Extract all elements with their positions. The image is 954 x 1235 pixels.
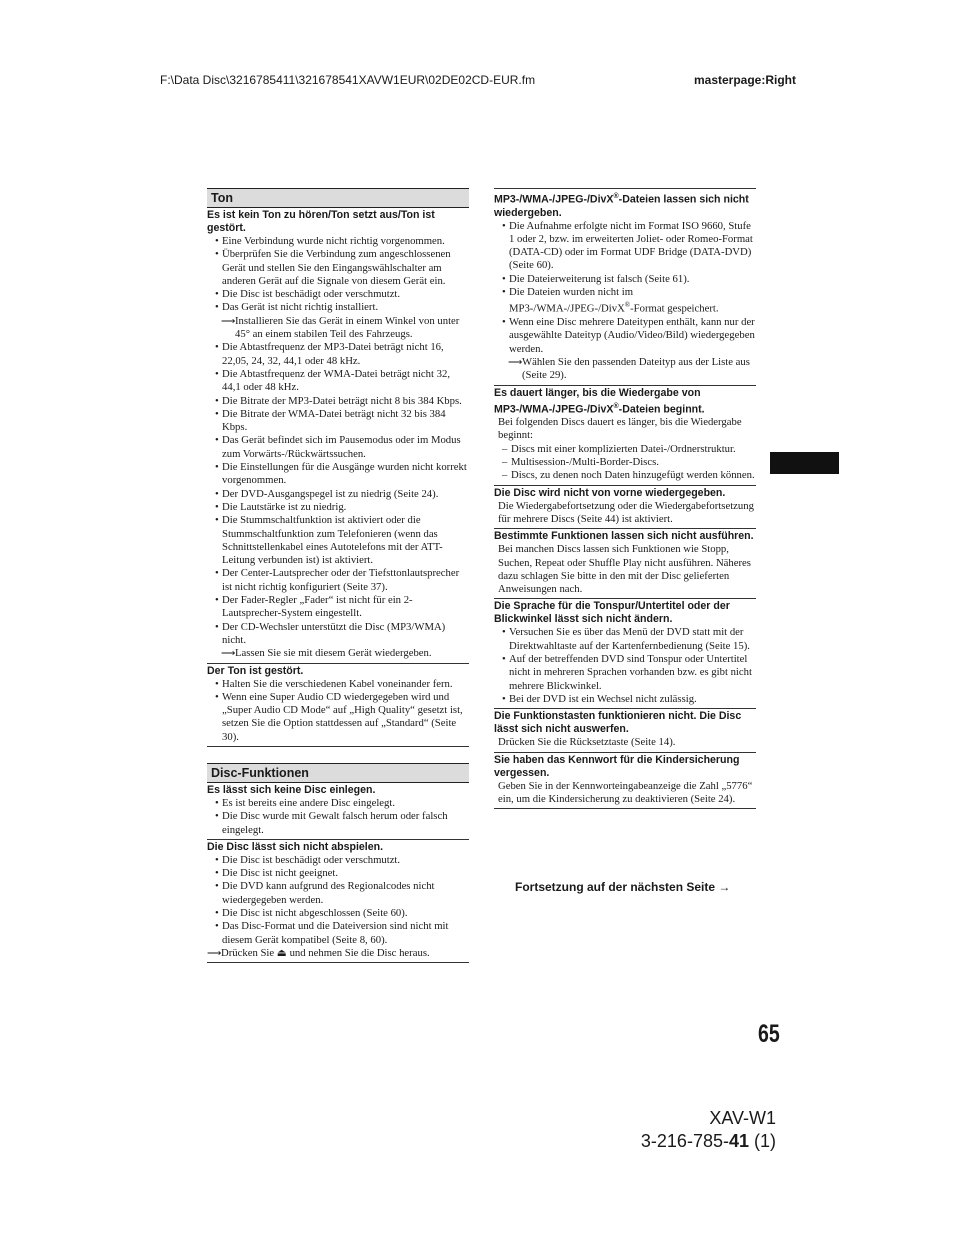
arrow-right-icon: ⟶ — [221, 648, 236, 660]
bullet-item: • Eine Verbindung wurde nicht richtig vorgenommen. — [211, 235, 469, 248]
dash-item: – Multisession-/Multi-Border-Discs. — [498, 456, 756, 469]
instruction-item: ⟶Drücken Sie ⏏ und nehmen Sie die Disc heraus. — [207, 946, 430, 959]
part-number: 3-216-785-41 (1) — [640, 1131, 776, 1151]
bullet-item: • Überprüfen Sie die Verbindung zum angeschlossenen Gerät und stellen Sie den Eingangswählschalter am anderen Gerät auf die Signale von diesem Gerät ein. — [211, 248, 469, 288]
bullet-item: • Versuchen Sie es über das Menü der DVD statt mit der Direktwahltaste auf der Kartenfernbedienung (Seite 15). — [498, 626, 756, 653]
instruction-item: ⟶Installieren Sie das Gerät in einem Winkel von unter 45° an einem stabilen Teil des Fahrzeugs. — [221, 314, 460, 341]
section-heading-ton: Ton — [207, 188, 469, 208]
bullet-item: • Die Disc wurde mit Gewalt falsch herum oder falsch eingelegt. — [211, 810, 469, 837]
bullet-item: • Das Gerät befindet sich im Pausemodus oder im Modus zum Vorwärts-/Rückwärtssuchen. — [211, 434, 469, 461]
item-list — [494, 626, 756, 706]
bullet-item: • Die Dateierweiterung ist falsch (Seite 61). — [498, 273, 756, 286]
trouble-block — [494, 486, 756, 530]
arrow-right-icon: ⟶ — [221, 315, 236, 327]
trouble-block — [207, 783, 469, 840]
instruction-item: ⟶Wählen Sie den passenden Dateityp aus der Liste aus (Seite 29). — [508, 356, 750, 382]
trouble-block — [494, 709, 756, 752]
header-file-path: F:\Data Disc\3216785411\321678541XAVW1EUR\02DE02CD-EUR.fm — [160, 73, 536, 87]
block-title: Die Funktionstasten funktionieren nicht. Die Disc lässt sich nicht auswerfen. — [494, 710, 742, 736]
paragraph-item: Geben Sie in der Kennworteingabeanzeige die Zahl „5776“ ein, um die Kindersicherung zu deaktivieren (Seite 24). — [498, 779, 753, 805]
block-title: Die Disc lässt sich nicht abspielen. — [207, 840, 384, 853]
continuation-note: Fortsetzung auf der nächsten Seite → — [515, 880, 731, 894]
page-number: 65 — [758, 1020, 780, 1048]
paragraph-item: Bei manchen Discs lassen sich Funktionen wie Stopp, Suchen, Repeat oder Shuffle Play nicht ausführen. Näheres dazu schlagen Sie bitte in den mit der Disc gelieferten Anweisungen nach. — [498, 543, 751, 596]
bullet-item: • Die Bitrate der WMA-Datei beträgt nicht 32 bis 384 Kbps. — [211, 408, 469, 435]
section-heading-disc: Disc-Funktionen — [207, 763, 469, 783]
trouble-block — [494, 386, 756, 486]
bullet-item: • Die Bitrate der MP3-Datei beträgt nicht 8 bis 384 Kbps. — [211, 395, 469, 408]
trouble-block — [494, 529, 756, 599]
paragraph-item: Drücken Sie die Rücksetztaste (Seite 14). — [498, 736, 676, 749]
left-column — [207, 188, 469, 963]
block-title: Es ist kein Ton zu hören/Ton setzt aus/Ton ist gestört. — [207, 209, 435, 234]
bullet-item: • Die Aufnahme erfolgte nicht im Format ISO 9660, Stufe 1 oder 2, bzw. im erweiterten Joliet- oder Romeo-Format (DATA-CD) oder im Format UDF Bridge (DATA-DVD) (Seite 60). — [498, 220, 756, 273]
item-list — [494, 500, 756, 527]
bullet-item: • Das Gerät ist nicht richtig installiert. — [211, 301, 469, 314]
dash-item: – Discs mit einer komplizierten Datei-/Ordnerstruktur. — [498, 443, 756, 456]
bullet-item: • Der DVD-Ausgangspegel ist zu niedrig (Seite 24). — [211, 488, 469, 501]
bullet-item: • Der Fader-Regler „Fader“ ist nicht für ein 2-Lautsprecher-System eingestellt. — [211, 594, 469, 621]
bullet-item: • Die Disc ist nicht geeignet. — [211, 867, 469, 880]
block-title: Sie haben das Kennwort für die Kindersicherung vergessen. — [494, 753, 740, 779]
item-list — [207, 235, 469, 661]
trouble-block — [207, 840, 469, 963]
bullet-item: • Es ist bereits eine andere Disc eingelegt. — [211, 797, 469, 810]
model-name: XAV-W1 — [709, 1108, 776, 1128]
arrow-right-icon: ⟶ — [207, 947, 222, 959]
right-column — [494, 188, 756, 809]
item-list — [494, 416, 756, 482]
item-list — [207, 678, 469, 744]
bullet-item: • Die Dateien wurden nicht im MP3-/WMA-/JPEG-/DivX®-Format gespeichert. — [498, 286, 756, 316]
bullet-item: • Die Abtastfrequenz der MP3-Datei beträgt nicht 16, 22,05, 24, 32, 44,1 oder 48 kHz. — [211, 341, 469, 368]
block-title: MP3-/WMA-/JPEG-/DivX®-Dateien lassen sich nicht wiedergeben. — [494, 193, 749, 219]
item-list — [494, 780, 756, 807]
bullet-item: • Die Disc ist beschädigt oder verschmutzt. — [211, 854, 469, 867]
bullet-item: • Die Abtastfrequenz der WMA-Datei beträgt nicht 32, 44,1 oder 48 kHz. — [211, 368, 469, 395]
bullet-item: • Wenn eine Disc mehrere Dateitypen enthält, kann nur der ausgewählte Dateityp (Audio/Video/Bild) wiedergegeben werden. — [498, 316, 756, 356]
header-masterpage: masterpage:Right — [693, 73, 796, 87]
item-list — [207, 797, 469, 837]
item-list — [494, 543, 756, 596]
bullet-item: • Die Stummschaltfunktion ist aktiviert oder die Stummschaltfunktion zum Telefonieren (wenn das Schnittstellenkabel eines Autotelefons mit der ATT-Leitung verbunden ist) ist aktiviert. — [211, 514, 469, 567]
bullet-item: • Die DVD kann aufgrund des Regionalcodes nicht wiedergegeben werden. — [211, 880, 469, 907]
instruction-item: ⟶Lassen Sie sie mit diesem Gerät wiedergeben. — [221, 647, 432, 660]
bullet-item: • Die Disc ist beschädigt oder verschmutzt. — [211, 288, 469, 301]
chapter-tab-marker — [770, 452, 839, 474]
bullet-item: • Die Lautstärke ist zu niedrig. — [211, 501, 469, 514]
item-list — [494, 220, 756, 383]
trouble-block — [207, 664, 469, 747]
trouble-block — [494, 599, 756, 709]
paragraph-item: Die Wiedergabefortsetzung oder die Wiedergabefortsetzung für mehrere Discs (Seite 44) ist aktiviert. — [498, 499, 754, 525]
bullet-item: • Halten Sie die verschiedenen Kabel voneinander fern. — [211, 678, 469, 691]
item-list — [494, 736, 756, 749]
block-title: Der Ton ist gestört. — [207, 664, 304, 677]
trouble-block — [494, 753, 756, 810]
item-list — [207, 854, 469, 960]
block-title: Die Sprache für die Tonspur/Untertitel oder der Blickwinkel lässt sich nicht ändern. — [494, 600, 730, 626]
bullet-item: • Auf der betreffenden DVD sind Tonspur oder Untertitel nicht in mehreren Sprachen vorhanden bzw. es gibt nicht mehrere Blickwinkel. — [498, 653, 756, 693]
bullet-item: • Der Center-Lautsprecher oder der Tiefsttonlautsprecher ist nicht richtig konfiguriert (Seite 37). — [211, 567, 469, 594]
dash-item: – Discs, zu denen noch Daten hinzugefügt werden können. — [498, 469, 756, 482]
trouble-block — [494, 188, 756, 386]
paragraph-item: Bei folgenden Discs dauert es länger, bis die Wiedergabe beginnt: — [498, 416, 742, 442]
block-title: Es lässt sich keine Disc einlegen. — [207, 783, 376, 796]
bullet-item: • Das Disc-Format und die Dateiversion sind nicht mit diesem Gerät kompatibel (Seite 8, 60). — [211, 920, 469, 947]
bullet-item: • Bei der DVD ist ein Wechsel nicht zulässig. — [498, 693, 756, 706]
bullet-item: • Die Disc ist nicht abgeschlossen (Seite 60). — [211, 907, 469, 920]
bullet-item: • Der CD-Wechsler unterstützt die Disc (MP3/WMA) nicht. — [211, 621, 469, 648]
bullet-item: • Die Einstellungen für die Ausgänge wurden nicht korrekt vorgenommen. — [211, 461, 469, 488]
bullet-item: • Wenn eine Super Audio CD wiedergegeben wird und „Super Audio CD Mode“ auf „High Quality“ gesetzt ist, setzen Sie die Option stattdessen auf „Standard“ (Seite 30). — [211, 691, 469, 744]
block-title: Bestimmte Funktionen lassen sich nicht ausführen. — [494, 530, 754, 543]
trouble-block — [207, 208, 469, 664]
block-title: Die Disc wird nicht von vorne wiedergegeben. — [494, 486, 726, 499]
arrow-right-icon: ⟶ — [508, 357, 523, 369]
block-title: Es dauert länger, bis die Wiedergabe von MP3-/WMA-/JPEG-/DivX®-Dateien beginnt. — [494, 386, 705, 416]
